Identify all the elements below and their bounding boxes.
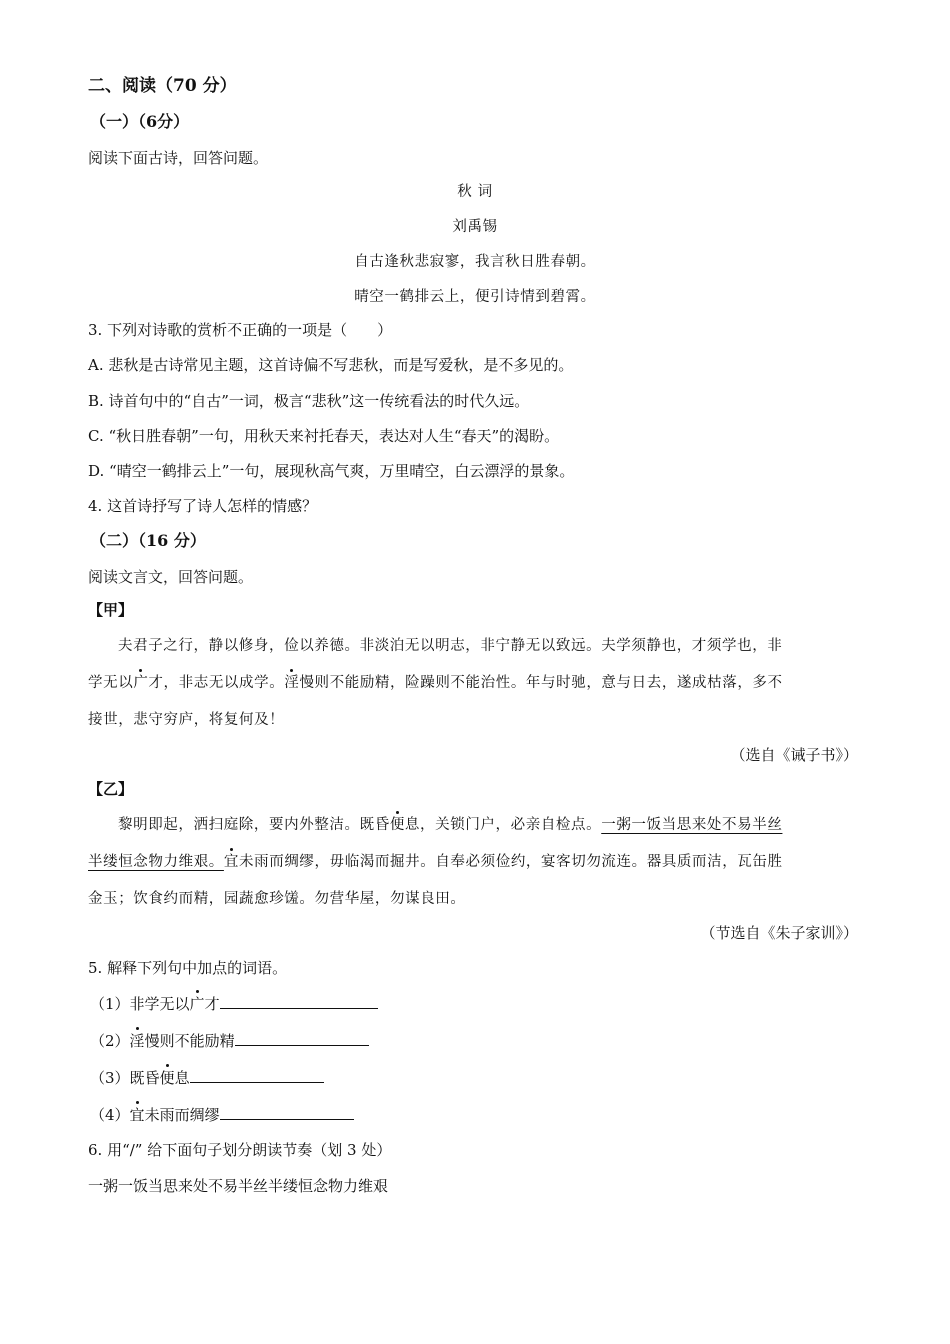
item-text: （2） xyxy=(90,1032,130,1050)
passage-jia-line-2 xyxy=(88,673,783,693)
passage-jia-text: 才，非志无以成学。 xyxy=(148,675,285,691)
answer-blank-1[interactable] xyxy=(220,993,378,1009)
underlined-sentence: 半缕恒念物力维艰。 xyxy=(88,854,224,870)
passage-yi-text: 未雨而绸缪，毋临渴而掘井。自奉必须俭约，宴客切勿流连。器具质而洁，瓦缶胜 xyxy=(239,854,783,870)
dotted-word-bian: 便 xyxy=(159,1069,175,1087)
question-3-option-d: D. “晴空一鹤排云上”一句，展现秋高气爽，万里晴空，白云漂浮的景象。 xyxy=(88,462,575,480)
dotted-word-yin: 淫 xyxy=(129,1032,145,1050)
passage-jia-source: （选自《诫子书》） xyxy=(730,746,858,764)
dotted-word-guang: 广 xyxy=(133,675,149,691)
answer-blank-3[interactable] xyxy=(190,1067,324,1083)
poem-line-1: 自古逢秋悲寂寥，我言秋日胜春朝。 xyxy=(354,254,596,270)
question-5-stem: 5. 解释下列句中加点的词语。 xyxy=(88,959,288,977)
item-text: （4） xyxy=(90,1106,130,1124)
dotted-word-yi: 宜 xyxy=(129,1106,145,1124)
poem-line-2: 晴空一鹤排云上，便引诗情到碧霄。 xyxy=(354,289,596,305)
question-3-option-c: C. “秋日胜春朝”一句，用秋天来衬托春天，表达对人生“春天”的渴盼。 xyxy=(88,427,560,445)
poem-author: 刘禹锡 xyxy=(452,219,498,235)
dotted-word-yi: 宜 xyxy=(223,854,240,870)
passage-jia-text: 学无以 xyxy=(88,675,134,691)
passage-yi-line-1 xyxy=(118,815,782,835)
question-4-stem: 4. 这首诗抒写了诗人怎样的情感？ xyxy=(88,497,318,515)
section-title: 二、阅读（70 分） xyxy=(88,76,237,96)
passage-jia-line-3: 接世，悲守穷庐，将复何及！ xyxy=(88,712,285,728)
dotted-word-bian: 便 xyxy=(389,817,405,833)
passage-yi-source: （节选自《朱子家训》） xyxy=(700,924,858,942)
question-6-stem: 6. 用“/” 给下面句子划分朗读节奏（划 3 处） xyxy=(88,1141,392,1159)
part1-heading: （一）（6分） xyxy=(90,112,190,131)
item-text: （1）非学无以 xyxy=(90,995,190,1013)
passage-jia-text: 慢则不能励精，险躁则不能治性。年与时驰，意与日去，遂成枯落，多不 xyxy=(299,675,783,691)
dotted-word-guang: 广 xyxy=(189,995,205,1013)
passage-yi-text: 息，关锁门户，必亲自检点。 xyxy=(404,817,602,833)
answer-blank-4[interactable] xyxy=(220,1104,354,1120)
part2-instruction: 阅读文言文，回答问题。 xyxy=(88,568,254,586)
part2-heading: （二）（16 分） xyxy=(90,531,206,550)
question-3-option-a: A. 悲秋是古诗常见主题，这首诗偏不写悲秋，而是写爱秋，是不多见的。 xyxy=(88,356,574,374)
item-text: 才 xyxy=(204,995,220,1013)
item-text: 慢则不能励精 xyxy=(144,1032,235,1050)
underlined-sentence: 一粥一饭当思来处不易半丝 xyxy=(601,817,783,833)
item-text: 息 xyxy=(174,1069,190,1087)
poem-title: 秋 词 xyxy=(457,184,493,200)
passage-jia-line-1: 夫君子之行，静以修身，俭以养德。非淡泊无以明志，非宁静无以致远。夫学须静也，才须学也，非 xyxy=(118,638,783,654)
question-5-item-4 xyxy=(90,1104,354,1125)
passage-yi-line-2 xyxy=(88,852,783,872)
dotted-word-yin: 淫 xyxy=(284,675,300,691)
item-text: （3）既昏 xyxy=(90,1069,160,1087)
question-5-item-2 xyxy=(90,1030,369,1051)
question-6-sentence: 一粥一饭当思来处不易半丝半缕恒念物力维艰 xyxy=(88,1177,389,1195)
question-3-option-b: B. 诗首句中的“自古”一词，极言“悲秋”这一传统看法的时代久远。 xyxy=(88,392,530,410)
question-5-item-1 xyxy=(90,993,378,1014)
question-5-item-3 xyxy=(90,1067,324,1088)
answer-blank-2[interactable] xyxy=(235,1030,369,1046)
item-text: 未雨而绸缪 xyxy=(144,1106,220,1124)
passage-yi-line-3: 金玉；饮食约而精，园蔬愈珍馐。勿营华屋，勿谋良田。 xyxy=(88,891,466,907)
passage-yi-label: 【乙】 xyxy=(88,780,134,798)
question-3-stem: 3. 下列对诗歌的赏析不正确的一项是（ ） xyxy=(88,321,393,339)
part1-instruction: 阅读下面古诗，回答问题。 xyxy=(88,149,269,167)
passage-jia-label: 【甲】 xyxy=(88,601,134,619)
passage-yi-text: 黎明即起，洒扫庭除，要内外整洁。既昏 xyxy=(118,817,390,833)
